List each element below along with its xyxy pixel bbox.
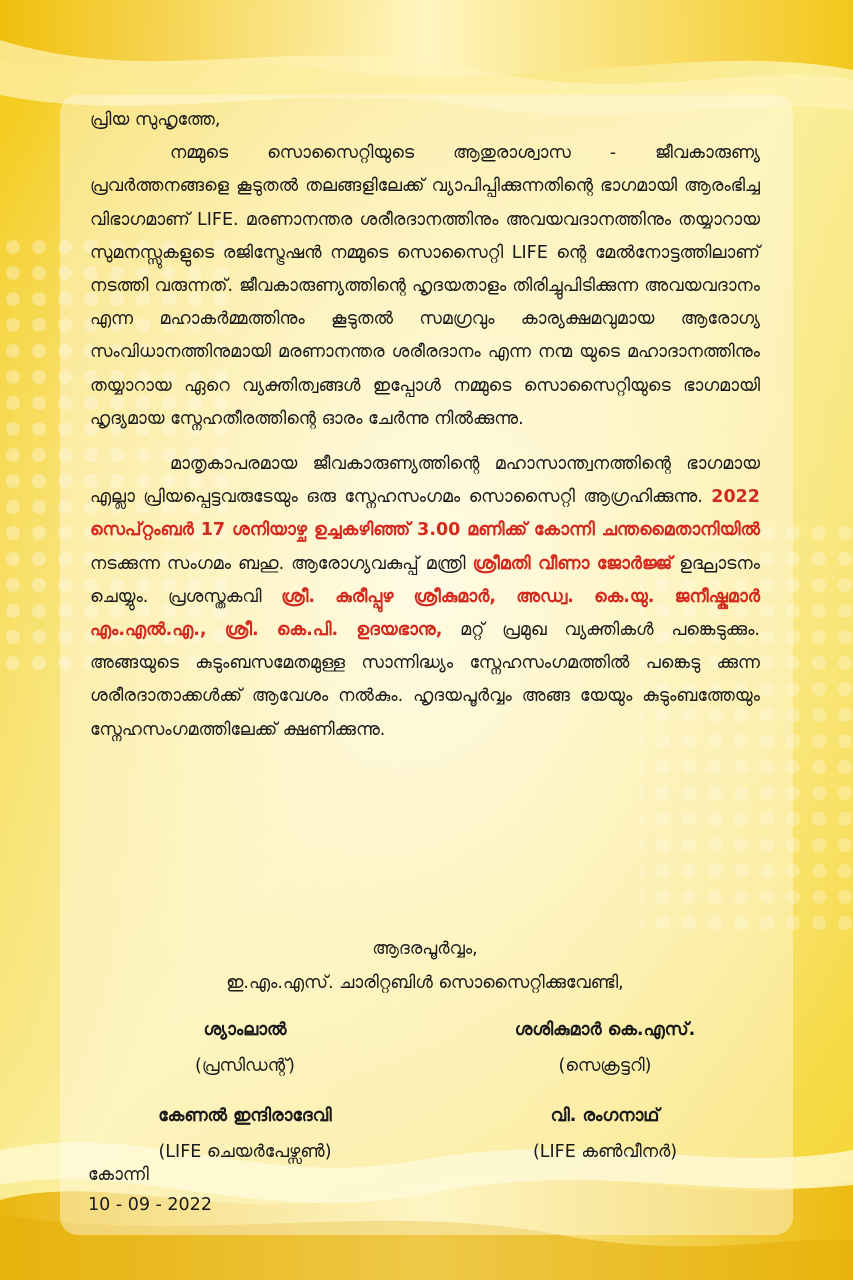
closing-block	[90, 932, 760, 1000]
signatory-convener	[450, 1098, 760, 1170]
paragraph-1: നമ്മുടെ സൊസൈറ്റിയുടെ ആതുരാശ്വാസ - ജീവകാരുണ്യ പ്രവർത്തനങ്ങളെ കൂടുതൽ തലങ്ങളിലേക്ക് വ്യാപിപ്പിക്കുന്നതിന്റെ ഭാഗമായി ആരംഭിച്ച വിഭാഗമാണ് LIFE. മരണാനന്തര ശരീരദാനത്തിനും അവയവദാനത്തിനും തയ്യാറായ സുമനസ്സുകളുടെ രജിസ്ട്രേഷൻ നമ്മുടെ സൊസൈറ്റി LIFE ന്റെ മേൽനോട്ടത്തിലാണ് നടത്തി വരുന്നത്. ജീവകാരുണ്യത്തിന്റെ ഹൃദയതാളം തിരിച്ചുപിടിക്കുന്ന അവയവദാനം എന്ന മഹാകർമ്മത്തിനും കൂടുതൽ സമഗ്രവും കാര്യക്ഷമവുമായ ആരോഗ്യ സംവിധാനത്തിനുമായി മരണാനന്തര ശരീരദാനം എന്ന നന്മ യുടെ മഹാദാനത്തിനും തയ്യാറായ ഏറെ വ്യക്തിത്വങ്ങൾ ഇപ്പോൾ നമ്മുടെ സൊസൈറ്റിയുടെ ഭാഗമായി ഹൃദ്യമായ സ്നേഹതീരത്തിന്റെ ഓരം ചേർന്നു നിൽക്കുന്നു.	[90, 143, 760, 429]
signatory-name: കേണൽ ഇന്ദിരാദേവി	[158, 1106, 332, 1126]
signatory-name: ശശികുമാർ കെ.എസ്.	[514, 1020, 696, 1040]
signatory-secretary	[450, 1012, 760, 1084]
place: കോന്നി	[88, 1165, 149, 1185]
signature-row-1	[90, 1012, 760, 1084]
event-datetime-venue: 2022 സെപ്റ്റംബർ 17 ശനിയാഴ്ച ഉച്ചകഴിഞ്ഞ് 3.00 മണിക്ക് കോന്നി ചന്തമൈതാനിയിൽ	[90, 487, 760, 541]
signatory-role: (സെക്രട്ടറി)	[558, 1056, 652, 1076]
para2-text-1: മാതൃകാപരമായ ജീവകാരുണ്യത്തിന്റെ മഹാസാന്ത്വനത്തിന്റെ ഭാഗമായ എല്ലാ പ്രിയപ്പെട്ടവരുടേയും ഒരു സ്നേഹസംഗമം സൊസൈറ്റി ആഗ്രഹിക്കുന്നു.	[90, 454, 760, 508]
salutation: പ്രിയ സുഹൃത്തേ,	[90, 110, 221, 130]
signatory-president	[90, 1012, 400, 1084]
signatory-role: (പ്രസിഡന്റ്)	[195, 1056, 295, 1076]
para2-text-4: മറ്റ് പ്രമുഖ വ്യക്തികൾ പങ്കെടുക്കും. അങ്ങയുടെ കുടുംബസമേതമുള്ള സാന്നിദ്ധ്യം സ്നേഹസംഗമത്തിൽ പങ്കെടു ക്കുന്ന ശരീരദാതാക്കൾക്ക് ആവേശം നൽകും. ഹൃദയപൂർവ്വം അങ്ങ യേയും കുടുംബത്തേയും സ്നേഹസംഗമത്തിലേക്ക് ക്ഷണിക്കുന്നു.	[90, 620, 760, 740]
closing-regards: ആദരപൂർവ്വം,	[372, 939, 478, 959]
inaugurator-name: ശ്രീമതി വീണാ ജോർജ്ജ്	[472, 553, 673, 574]
signatory-role: (LIFE ചെയർപേഴ്സൺ)	[158, 1142, 332, 1162]
date: 10 - 09 - 2022	[88, 1195, 212, 1215]
signatures	[90, 1012, 760, 1184]
paragraph-2	[90, 448, 760, 747]
signatory-role: (LIFE കൺവീനർ)	[532, 1142, 678, 1162]
place-date	[88, 1160, 212, 1220]
guest-names: ശ്രീ. കുരീപ്പുഴ ശ്രീകുമാർ, അഡ്വ. കെ.യു. ജനീഷ്കുമാർ എം.എൽ.എ., ശ്രീ. കെ.പി. ഉദയഭാനു,	[90, 586, 760, 641]
letter-body	[90, 104, 760, 747]
para2-text-2: നടക്കുന്ന സംഗമം ബഹു. ആരോഗ്യവകുപ്പ് മന്ത്രി	[90, 553, 466, 574]
closing-organization: ഇ.എം.എസ്. ചാരിറ്റബിൾ സൊസൈറ്റിക്കുവേണ്ടി,	[226, 973, 624, 993]
para2-text-3: ഉദ്ഘാടനം ചെയ്യും. പ്രശസ്തകവി	[90, 553, 760, 607]
signatory-name: വി. രംഗനാഥ്	[550, 1106, 660, 1126]
signatory-name: ശ്യാംലാൽ	[203, 1020, 287, 1040]
